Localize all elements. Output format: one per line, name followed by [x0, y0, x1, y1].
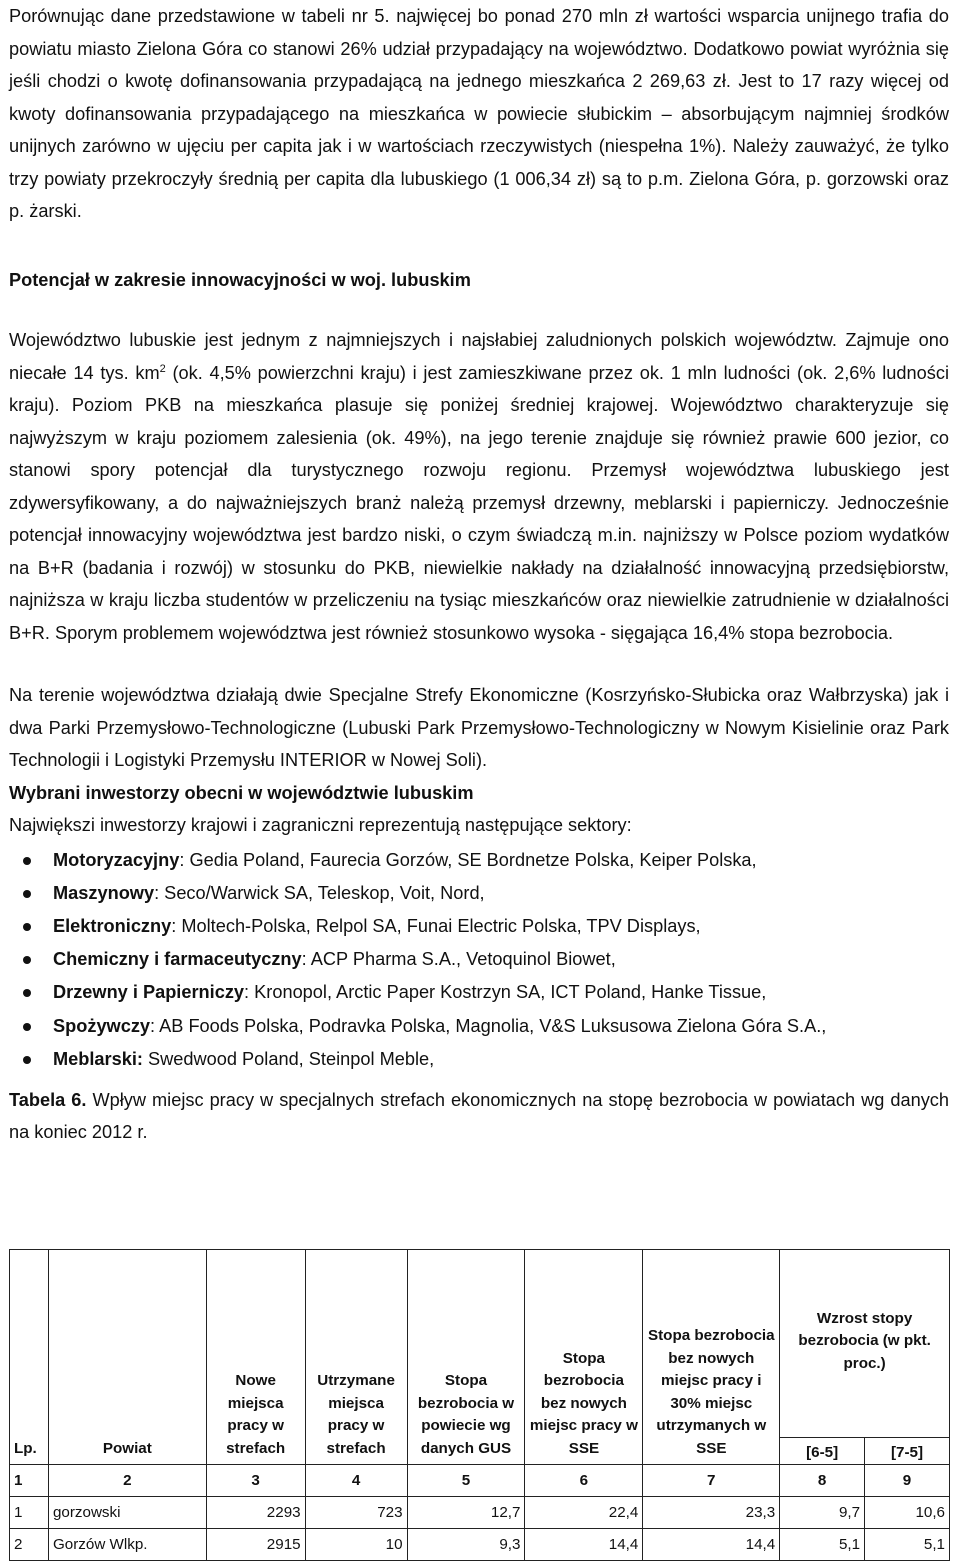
column-number: 7	[643, 1465, 780, 1497]
header-increase-7-5: [7-5]	[865, 1438, 950, 1465]
column-number: 6	[525, 1465, 643, 1497]
paragraph-region-profile-part1: Województwo lubuskie jest jednym z najmniejszych i najsłabiej zaludnionych polskich województw. Zajmuje ono niecałe 14 tys. km	[9, 330, 949, 383]
sector-name: Maszynowy	[53, 882, 155, 903]
cell-rate-without-new-30: 23,3	[643, 1497, 780, 1529]
sector-name: Chemiczny i farmaceutyczny	[53, 949, 302, 970]
table-row	[10, 1497, 950, 1529]
column-number: 9	[865, 1465, 950, 1497]
list-item	[9, 943, 949, 976]
sector-name: Motoryzacyjny	[53, 849, 180, 870]
column-number: 2	[48, 1465, 206, 1497]
section-heading-innovation: Potencjał w zakresie innowacyjności w woj. lubuskim	[9, 269, 471, 290]
column-number: 3	[206, 1465, 305, 1497]
cell-rate-without-new: 14,4	[525, 1529, 643, 1561]
paragraph-economic-zones: Na terenie województwa działają dwie Specjalne Strefy Ekonomiczne (Kosrzyńsko-Słubicka oraz Wałbrzyska) jak i dwa Parki Przemysłowo-Technologiczne (Lubuski Park Przemysłowo-Technologiczny w Nowym Kisielinie oraz Park Technologii i Logistyki Przemysłu INTERIOR w Nowej Soli).	[9, 685, 949, 770]
column-number: 5	[407, 1465, 525, 1497]
column-number: 4	[305, 1465, 407, 1497]
cell-increase-6-5: 9,7	[780, 1497, 865, 1529]
bullet-icon	[23, 956, 31, 964]
header-rate-increase: Wzrost stopy bezrobocia (w pkt. proc.)	[780, 1250, 950, 1438]
bullet-icon	[23, 857, 31, 865]
superscript-2: 2	[159, 362, 166, 375]
header-rate-without-new-30: Stopa bezrobocia bez nowych miejsc pracy i 30% miejsc utrzymanych w SSE	[643, 1250, 780, 1465]
sector-investors: : AB Foods Polska, Podravka Polska, Magnolia, V&S Luksusowa Zielona Góra S.A.,	[150, 1015, 827, 1036]
header-retained-jobs: Utrzymane miejsca pracy w strefach	[305, 1250, 407, 1465]
paragraph-sectors-intro: Największi inwestorzy krajowi i zagraniczni reprezentują następujące sektory:	[9, 815, 632, 835]
document-page	[9, 0, 949, 1149]
header-new-jobs: Nowe miejsca pracy w strefach	[206, 1250, 305, 1465]
sector-investors: : Kronopol, Arctic Paper Kostrzyn SA, ICT Poland, Hanke Tissue,	[244, 982, 767, 1003]
column-number-row	[10, 1465, 950, 1497]
sector-investors: : ACP Pharma S.A., Vetoquinol Biowet,	[301, 949, 616, 970]
sector-investors: : Seco/Warwick SA, Teleskop, Voit, Nord,	[154, 882, 485, 903]
bullet-icon	[23, 989, 31, 997]
bullet-icon	[23, 923, 31, 931]
cell-increase-7-5: 5,1	[865, 1529, 950, 1561]
header-powiat: Powiat	[48, 1250, 206, 1465]
header-lp: Lp.	[10, 1250, 49, 1465]
sector-investors: : Gedia Poland, Faurecia Gorzów, SE Bordnetze Polska, Keiper Polska,	[179, 849, 757, 870]
sector-name: Drzewny i Papierniczy	[53, 982, 245, 1003]
list-item	[9, 1010, 949, 1043]
sector-investors: : Moltech-Polska, Relpol SA, Funai Electric Polska, TPV Displays,	[171, 915, 701, 936]
header-rate-without-new: Stopa bezrobocia bez nowych miejsc pracy w SSE	[525, 1250, 643, 1465]
table-row	[10, 1529, 950, 1561]
sector-name: Spożywczy	[53, 1015, 151, 1036]
sector-list	[9, 844, 949, 1076]
table-caption-text: Wpływ miejsc pracy w specjalnych strefach ekonomicznych na stopę bezrobocia w powiatach wg danych na koniec 2012 r.	[9, 1089, 949, 1143]
cell-increase-7-5: 10,6	[865, 1497, 950, 1529]
cell-rate-without-new: 22,4	[525, 1497, 643, 1529]
sector-name: Meblarski:	[53, 1048, 143, 1069]
cell-powiat: gorzowski	[48, 1497, 206, 1529]
cell-retained-jobs: 723	[305, 1497, 407, 1529]
bullet-icon	[23, 890, 31, 898]
cell-new-jobs: 2915	[206, 1529, 305, 1561]
list-item	[9, 877, 949, 910]
bullet-icon	[23, 1056, 31, 1064]
paragraph-funding-comparison: Porównując dane przedstawione w tabeli nr 5. najwięcej bo ponad 270 mln zł wartości wsparcia unijnego trafia do powiatu miasto Zielona Góra co stanowi 26% udział przypadający na województwo. Dodatkowo powiat wyróżnia się jeśli chodzi o kwotę dofinansowania przypadającą na jednego mieszkańca 2 269,63 zł. Jest to 17 razy więcej od kwoty dofinansowania przypadającego na mieszkańca w powiecie słubickim – absorbującym najmniej środków unijnych zarówno w ujęciu per capita jak i w wartościach rzeczywistych (niespełna 1%). Należy zauważyć, że tylko trzy powiaty przekroczyły średnią per capita dla lubuskiego (1 006,34 zł) są to p.m. Zielona Góra, p. gorzowski oraz p. żarski.	[9, 6, 949, 221]
cell-powiat: Gorzów Wlkp.	[48, 1529, 206, 1561]
list-item	[9, 844, 949, 877]
paragraph-region-profile	[9, 324, 949, 649]
sector-investors: Swedwood Poland, Steinpol Meble,	[142, 1048, 435, 1069]
cell-lp: 1	[10, 1497, 49, 1529]
cell-retained-jobs: 10	[305, 1529, 407, 1561]
cell-rate-without-new-30: 14,4	[643, 1529, 780, 1561]
bullet-icon	[23, 1023, 31, 1031]
table-caption-label: Tabela 6.	[9, 1089, 87, 1110]
table-caption	[9, 1084, 949, 1149]
unemployment-impact-table	[9, 1249, 950, 1561]
list-item	[9, 910, 949, 943]
cell-lp: 2	[10, 1529, 49, 1561]
list-item	[9, 1043, 949, 1076]
paragraph-region-profile-part2: (ok. 4,5% powierzchni kraju) i jest zamieszkiwane przez ok. 1 mln ludności (ok. 2,6% ludności kraju). Poziom PKB na mieszkańca plasuje się poniżej średniej krajowej. Województwo charakteryzuje się najwyższym w kraju poziomem zalesienia (ok. 49%), na jego terenie znajduje się również prawie 600 jezior, co stanowi spory potencjał dla turystycznego rozwoju regionu. Przemysł województwa lubuskiego jest zdywersyfikowany, a do najważniejszych branż należą przemysł drzewny, meblarski i papierniczy. Jednocześnie potencjał innowacyjny województwa jest bardzo niski, o czym świadczą m.in. najniższy w Polsce poziom wydatków na B+R (badania i rozwój) w stosunku do PKB, niewielkie nakłady na działalność innowacyjną przedsiębiorstw, najniższa w kraju liczba studentów w przeliczeniu na tysiąc mieszkańców oraz niewielkie zatrudnienie w działalności B+R. Sporym problemem województwa jest również stosunkowo wysoka - sięgająca 16,4% stopa bezrobocia.	[9, 362, 949, 643]
cell-rate-gus: 12,7	[407, 1497, 525, 1529]
section-heading-investors: Wybrani inwestorzy obecni w województwie lubuskim	[9, 782, 474, 803]
column-number: 1	[10, 1465, 49, 1497]
cell-increase-6-5: 5,1	[780, 1529, 865, 1561]
cell-new-jobs: 2293	[206, 1497, 305, 1529]
cell-rate-gus: 9,3	[407, 1529, 525, 1561]
header-increase-6-5: [6-5]	[780, 1438, 865, 1465]
list-item	[9, 976, 949, 1009]
header-rate-gus: Stopa bezrobocia w powiecie wg danych GUS	[407, 1250, 525, 1465]
column-number: 8	[780, 1465, 865, 1497]
sector-name: Elektroniczny	[53, 915, 172, 936]
